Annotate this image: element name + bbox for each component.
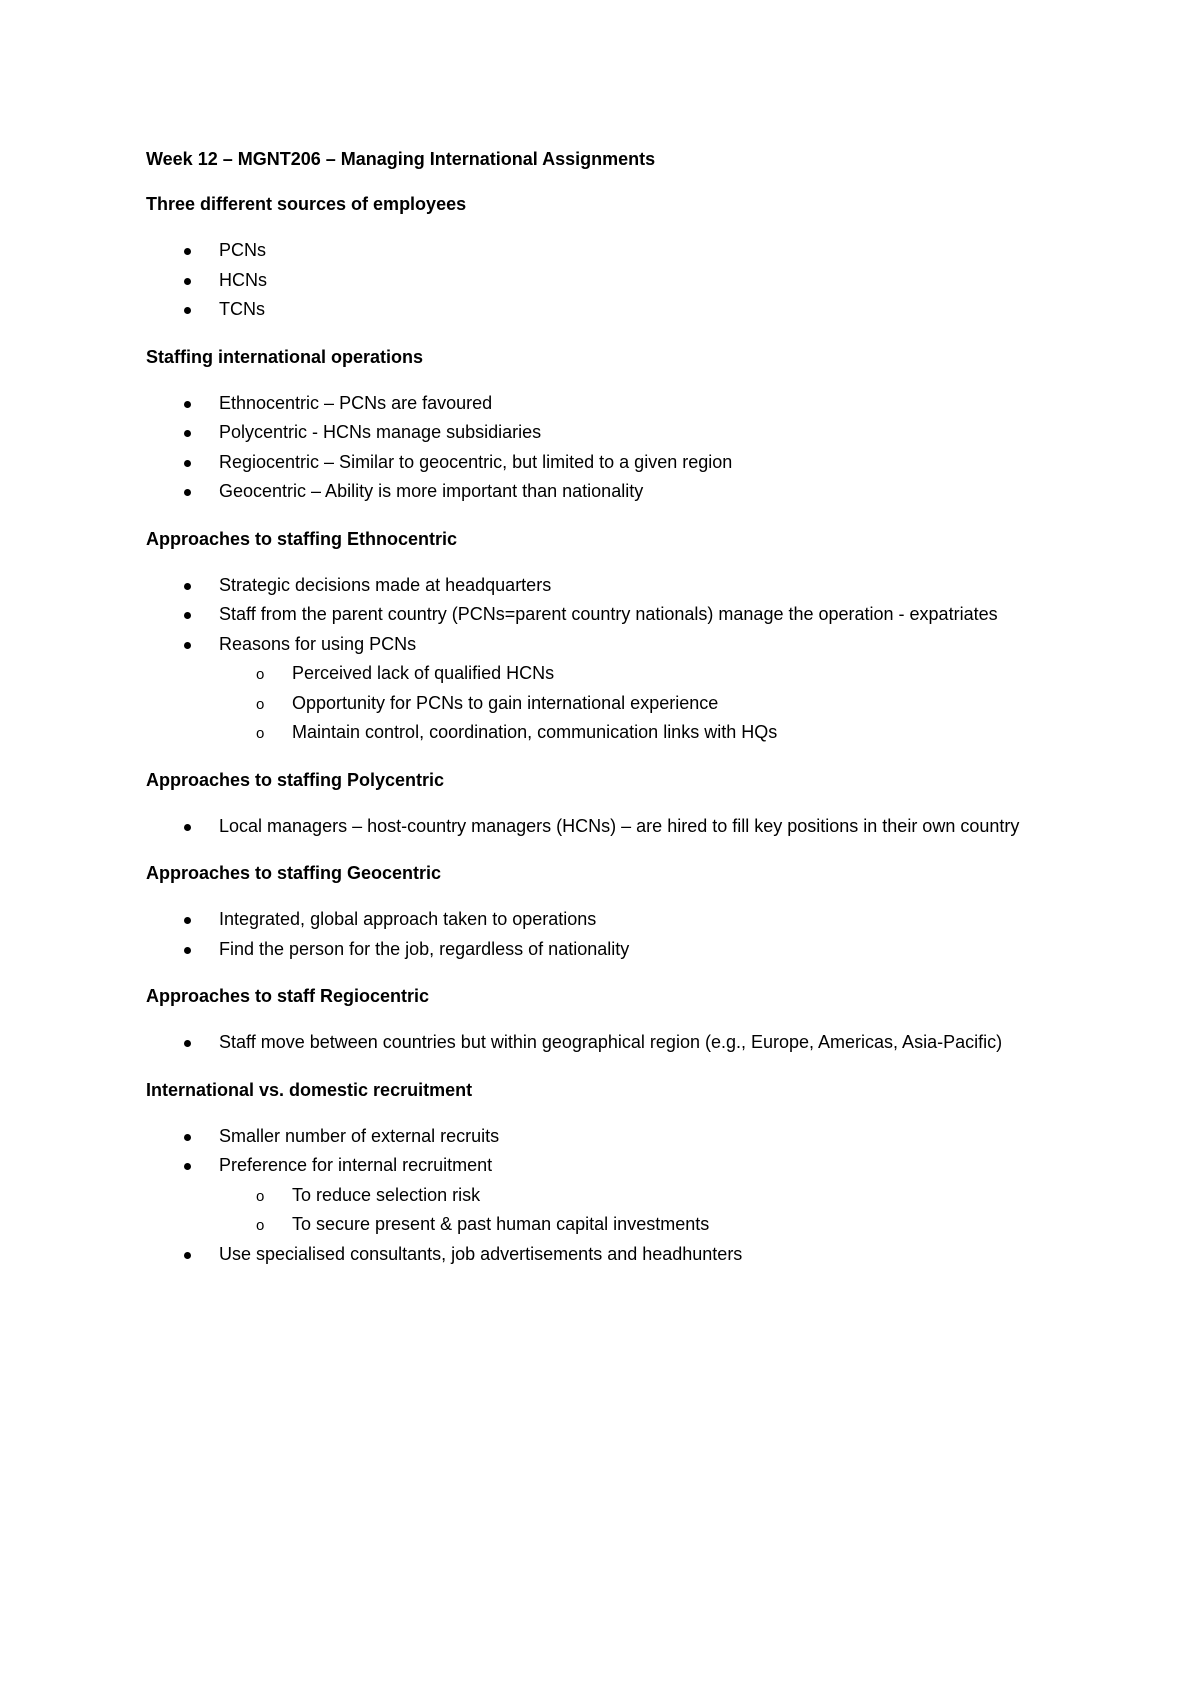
list-item bbox=[146, 477, 1066, 507]
list-item bbox=[146, 1151, 1066, 1240]
list-item bbox=[146, 571, 1066, 601]
bullet-dot-icon bbox=[184, 583, 191, 590]
list-item bbox=[146, 1028, 1066, 1058]
bullet-dot-icon bbox=[184, 1163, 191, 1170]
bullet-list bbox=[146, 905, 1066, 964]
bullet-dot-icon bbox=[184, 917, 191, 924]
list-item bbox=[146, 448, 1066, 478]
sub-list-item-text: Opportunity for PCNs to gain international experience bbox=[292, 692, 719, 713]
bullet-dot-icon bbox=[184, 1134, 191, 1141]
list-item bbox=[146, 418, 1066, 448]
bullet-dot-icon bbox=[184, 1252, 191, 1259]
circle-bullet-icon: o bbox=[256, 1217, 265, 1234]
bullet-list bbox=[146, 812, 1066, 842]
list-item-text: TCNs bbox=[219, 299, 265, 319]
bullet-dot-icon bbox=[184, 278, 191, 285]
document-title: Week 12 – MGNT206 – Managing International Assignments bbox=[146, 149, 656, 169]
sub-list-item-text: Perceived lack of qualified HCNs bbox=[292, 663, 555, 683]
list-item bbox=[146, 1240, 1066, 1270]
list-item bbox=[146, 389, 1066, 419]
list-item bbox=[146, 935, 1066, 965]
list-item bbox=[146, 266, 1066, 296]
section-heading-approaches-to-staffing-polycentric: Approaches to staffing Polycentric bbox=[146, 769, 445, 790]
bullet-dot-icon bbox=[184, 1040, 191, 1047]
list-item bbox=[146, 905, 1066, 935]
list-item-text: Staff from the parent country (PCNs=parent country nationals) manage the operation - expatriates bbox=[219, 604, 998, 624]
list-item-text: Integrated, global approach taken to operations bbox=[219, 909, 597, 929]
document-body bbox=[146, 146, 1066, 1288]
sub-list-item bbox=[219, 659, 1066, 689]
list-item bbox=[146, 1122, 1066, 1152]
bullet-dot-icon bbox=[184, 401, 191, 408]
sub-list-item bbox=[219, 1210, 1066, 1240]
section-heading-approaches-to-staffing-geocentric: Approaches to staffing Geocentric bbox=[146, 863, 442, 883]
section-heading-international-vs-domestic-recruitment: International vs. domestic recruitment bbox=[146, 1079, 473, 1100]
list-item bbox=[146, 812, 1066, 842]
bullet-dot-icon bbox=[184, 947, 191, 954]
bullet-list bbox=[146, 389, 1066, 507]
bullet-dot-icon bbox=[184, 248, 191, 255]
sub-list-item bbox=[219, 718, 1066, 748]
list-item-text: Strategic decisions made at headquarters bbox=[219, 574, 552, 595]
bullet-dot-icon bbox=[184, 642, 191, 649]
list-item-text: HCNs bbox=[219, 269, 267, 290]
list-item bbox=[146, 630, 1066, 748]
list-item-text: Local managers – host-country managers (HCNs) – are hired to fill key positions in their own country bbox=[219, 815, 1020, 836]
sub-bullet-list bbox=[219, 1181, 1066, 1240]
section-heading-approaches-to-staff-regiocentric: Approaches to staff Regiocentric bbox=[146, 986, 430, 1006]
bullet-dot-icon bbox=[184, 612, 191, 619]
sub-bullet-list bbox=[219, 659, 1066, 748]
list-item-text: Geocentric – Ability is more important than nationality bbox=[219, 481, 644, 501]
list-item-text: Polycentric - HCNs manage subsidiaries bbox=[219, 422, 542, 442]
list-item-text: PCNs bbox=[219, 240, 267, 260]
list-item-text: Staff move between countries but within geographical region (e.g., Europe, Americas, Asia-Pacific) bbox=[219, 1032, 1003, 1052]
list-item bbox=[146, 600, 1066, 630]
list-item-text: Find the person for the job, regardless of nationality bbox=[219, 938, 630, 959]
bullet-list bbox=[146, 236, 1066, 325]
bullet-dot-icon bbox=[184, 824, 191, 831]
list-item-text: Regiocentric – Similar to geocentric, but limited to a given region bbox=[219, 451, 733, 472]
bullet-dot-icon bbox=[184, 430, 191, 437]
circle-bullet-icon: o bbox=[256, 725, 265, 742]
circle-bullet-icon: o bbox=[256, 695, 265, 713]
circle-bullet-icon: o bbox=[256, 1187, 265, 1205]
list-item bbox=[146, 295, 1066, 325]
list-item bbox=[146, 236, 1066, 266]
list-item-text: Use specialised consultants, job advertisements and headhunters bbox=[219, 1243, 743, 1264]
sub-list-item-text: To secure present & past human capital investments bbox=[292, 1214, 710, 1234]
bullet-list bbox=[146, 571, 1066, 748]
bullet-list bbox=[146, 1028, 1066, 1058]
sub-list-item bbox=[219, 1181, 1066, 1211]
section-heading-staffing-international-operations: Staffing international operations bbox=[146, 346, 424, 367]
section-heading-three-different-sources-of-employees: Three different sources of employees bbox=[146, 194, 467, 214]
bullet-dot-icon bbox=[184, 489, 191, 496]
list-item-text: Smaller number of external recruits bbox=[219, 1125, 500, 1146]
list-item-text: Ethnocentric – PCNs are favoured bbox=[219, 392, 493, 413]
section-heading-approaches-to-staffing-ethnocentric: Approaches to staffing Ethnocentric bbox=[146, 528, 458, 549]
list-item-text: Reasons for using PCNs bbox=[219, 633, 417, 654]
bullet-dot-icon bbox=[184, 307, 191, 314]
sub-list-item bbox=[219, 689, 1066, 719]
bullet-dot-icon bbox=[184, 460, 191, 467]
bullet-list bbox=[146, 1122, 1066, 1270]
sub-list-item-text: Maintain control, coordination, communication links with HQs bbox=[292, 722, 778, 742]
list-item-text: Preference for internal recruitment bbox=[219, 1155, 493, 1175]
sub-list-item-text: To reduce selection risk bbox=[292, 1184, 481, 1205]
circle-bullet-icon: o bbox=[256, 666, 265, 683]
